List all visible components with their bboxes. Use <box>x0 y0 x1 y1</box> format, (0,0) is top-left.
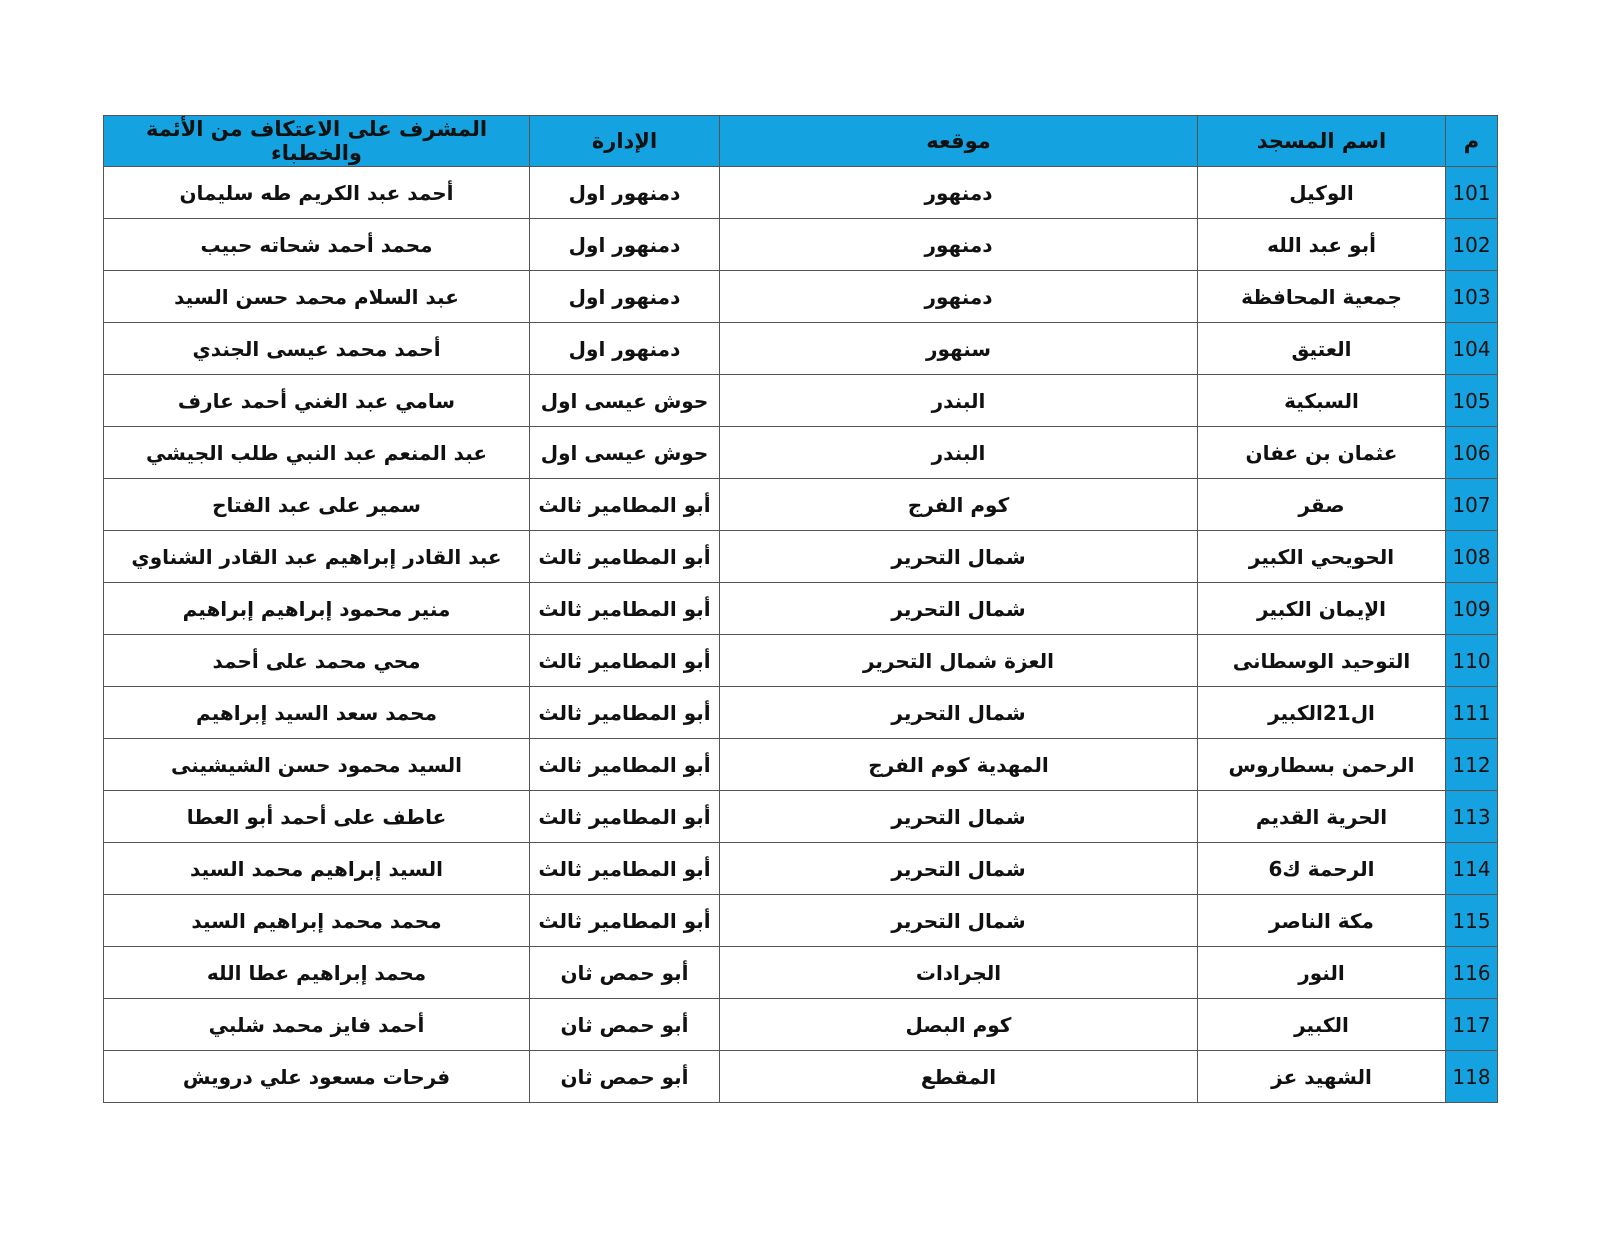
cell-administration: أبو حمص ثان <box>530 947 720 999</box>
cell-administration: دمنهور اول <box>530 271 720 323</box>
cell-mosque-name: التوحيد الوسطانى <box>1198 635 1446 687</box>
cell-supervisor: عاطف على أحمد أبو العطا <box>104 791 530 843</box>
cell-supervisor: السيد محمود حسن الشيشينى <box>104 739 530 791</box>
cell-mosque-name: الحرية القديم <box>1198 791 1446 843</box>
cell-location: شمال التحرير <box>720 583 1198 635</box>
cell-administration: أبو المطامير ثالث <box>530 895 720 947</box>
cell-supervisor: سامي عبد الغني أحمد عارف <box>104 375 530 427</box>
table-row <box>104 167 1498 219</box>
cell-mosque-name: الحويحي الكبير <box>1198 531 1446 583</box>
mosque-itikaf-table <box>103 115 1498 1103</box>
cell-number: 105 <box>1446 375 1498 427</box>
cell-mosque-name: الإيمان الكبير <box>1198 583 1446 635</box>
cell-mosque-name: أبو عبد الله <box>1198 219 1446 271</box>
table-row <box>104 531 1498 583</box>
cell-supervisor: محمد أحمد شحاته حبيب <box>104 219 530 271</box>
cell-administration: دمنهور اول <box>530 323 720 375</box>
cell-location: شمال التحرير <box>720 687 1198 739</box>
table-header <box>104 116 1498 167</box>
table-row <box>104 635 1498 687</box>
table-row <box>104 271 1498 323</box>
cell-supervisor: محمد سعد السيد إبراهيم <box>104 687 530 739</box>
cell-mosque-name: عثمان بن عفان <box>1198 427 1446 479</box>
cell-mosque-name: الشهيد عز <box>1198 1051 1446 1103</box>
table-body <box>104 167 1498 1103</box>
cell-administration: أبو حمص ثان <box>530 999 720 1051</box>
cell-number: 111 <box>1446 687 1498 739</box>
cell-supervisor: محمد محمد إبراهيم السيد <box>104 895 530 947</box>
table-row <box>104 739 1498 791</box>
cell-number: 107 <box>1446 479 1498 531</box>
cell-supervisor: السيد إبراهيم محمد السيد <box>104 843 530 895</box>
cell-location: كوم الفرج <box>720 479 1198 531</box>
cell-administration: حوش عيسى اول <box>530 375 720 427</box>
table-row <box>104 323 1498 375</box>
cell-number: 118 <box>1446 1051 1498 1103</box>
cell-number: 115 <box>1446 895 1498 947</box>
cell-number: 101 <box>1446 167 1498 219</box>
cell-location: البندر <box>720 427 1198 479</box>
table-row <box>104 583 1498 635</box>
cell-number: 116 <box>1446 947 1498 999</box>
cell-supervisor: محمد إبراهيم عطا الله <box>104 947 530 999</box>
cell-mosque-name: النور <box>1198 947 1446 999</box>
cell-number: 106 <box>1446 427 1498 479</box>
cell-mosque-name: الرحمن بسطاروس <box>1198 739 1446 791</box>
cell-administration: أبو حمص ثان <box>530 1051 720 1103</box>
cell-supervisor: فرحات مسعود علي درويش <box>104 1051 530 1103</box>
header-location: موقعه <box>720 116 1198 167</box>
cell-mosque-name: العتيق <box>1198 323 1446 375</box>
cell-number: 109 <box>1446 583 1498 635</box>
cell-mosque-name: الوكيل <box>1198 167 1446 219</box>
cell-number: 108 <box>1446 531 1498 583</box>
table-row <box>104 479 1498 531</box>
cell-administration: أبو المطامير ثالث <box>530 791 720 843</box>
cell-number: 113 <box>1446 791 1498 843</box>
table-row <box>104 895 1498 947</box>
cell-location: المهدية كوم الفرج <box>720 739 1198 791</box>
header-administration: الإدارة <box>530 116 720 167</box>
cell-administration: أبو المطامير ثالث <box>530 687 720 739</box>
cell-location: البندر <box>720 375 1198 427</box>
table-row <box>104 843 1498 895</box>
cell-supervisor: أحمد محمد عيسى الجندي <box>104 323 530 375</box>
cell-location: شمال التحرير <box>720 531 1198 583</box>
cell-administration: دمنهور اول <box>530 219 720 271</box>
cell-number: 117 <box>1446 999 1498 1051</box>
cell-administration: أبو المطامير ثالث <box>530 739 720 791</box>
cell-number: 102 <box>1446 219 1498 271</box>
cell-administration: أبو المطامير ثالث <box>530 531 720 583</box>
header-mosque-name: اسم المسجد <box>1198 116 1446 167</box>
cell-mosque-name: جمعية المحافظة <box>1198 271 1446 323</box>
cell-location: دمنهور <box>720 271 1198 323</box>
header-number: م <box>1446 116 1498 167</box>
cell-supervisor: عبد السلام محمد حسن السيد <box>104 271 530 323</box>
cell-number: 103 <box>1446 271 1498 323</box>
cell-location: شمال التحرير <box>720 791 1198 843</box>
cell-supervisor: محي محمد على أحمد <box>104 635 530 687</box>
cell-number: 112 <box>1446 739 1498 791</box>
cell-mosque-name: الرحمة ك6 <box>1198 843 1446 895</box>
header-supervisor: المشرف على الاعتكاف من الأئمة والخطباء <box>104 116 530 167</box>
cell-mosque-name: مكة الناصر <box>1198 895 1446 947</box>
cell-mosque-name: السبكية <box>1198 375 1446 427</box>
table-row <box>104 687 1498 739</box>
table-row <box>104 219 1498 271</box>
cell-number: 104 <box>1446 323 1498 375</box>
cell-location: دمنهور <box>720 219 1198 271</box>
cell-supervisor: عبد المنعم عبد النبي طلب الجيشي <box>104 427 530 479</box>
cell-location: كوم البصل <box>720 999 1198 1051</box>
cell-mosque-name: صقر <box>1198 479 1446 531</box>
header-row <box>104 116 1498 167</box>
table-row <box>104 427 1498 479</box>
cell-supervisor: أحمد فايز محمد شلبي <box>104 999 530 1051</box>
table-row <box>104 1051 1498 1103</box>
cell-location: المقطع <box>720 1051 1198 1103</box>
cell-administration: حوش عيسى اول <box>530 427 720 479</box>
cell-supervisor: سمير على عبد الفتاح <box>104 479 530 531</box>
table-row <box>104 947 1498 999</box>
cell-location: شمال التحرير <box>720 843 1198 895</box>
cell-mosque-name: ال21الكبير <box>1198 687 1446 739</box>
cell-location: الجرادات <box>720 947 1198 999</box>
table-row <box>104 791 1498 843</box>
cell-location: سنهور <box>720 323 1198 375</box>
cell-number: 114 <box>1446 843 1498 895</box>
cell-location: العزة شمال التحرير <box>720 635 1198 687</box>
cell-supervisor: عبد القادر إبراهيم عبد القادر الشناوي <box>104 531 530 583</box>
cell-number: 110 <box>1446 635 1498 687</box>
cell-administration: دمنهور اول <box>530 167 720 219</box>
cell-location: شمال التحرير <box>720 895 1198 947</box>
cell-administration: أبو المطامير ثالث <box>530 583 720 635</box>
cell-administration: أبو المطامير ثالث <box>530 635 720 687</box>
table-row <box>104 375 1498 427</box>
cell-mosque-name: الكبير <box>1198 999 1446 1051</box>
cell-location: دمنهور <box>720 167 1198 219</box>
cell-supervisor: منير محمود إبراهيم إبراهيم <box>104 583 530 635</box>
mosque-list-sheet <box>103 115 1497 1103</box>
cell-administration: أبو المطامير ثالث <box>530 479 720 531</box>
cell-administration: أبو المطامير ثالث <box>530 843 720 895</box>
cell-supervisor: أحمد عبد الكريم طه سليمان <box>104 167 530 219</box>
table-row <box>104 999 1498 1051</box>
